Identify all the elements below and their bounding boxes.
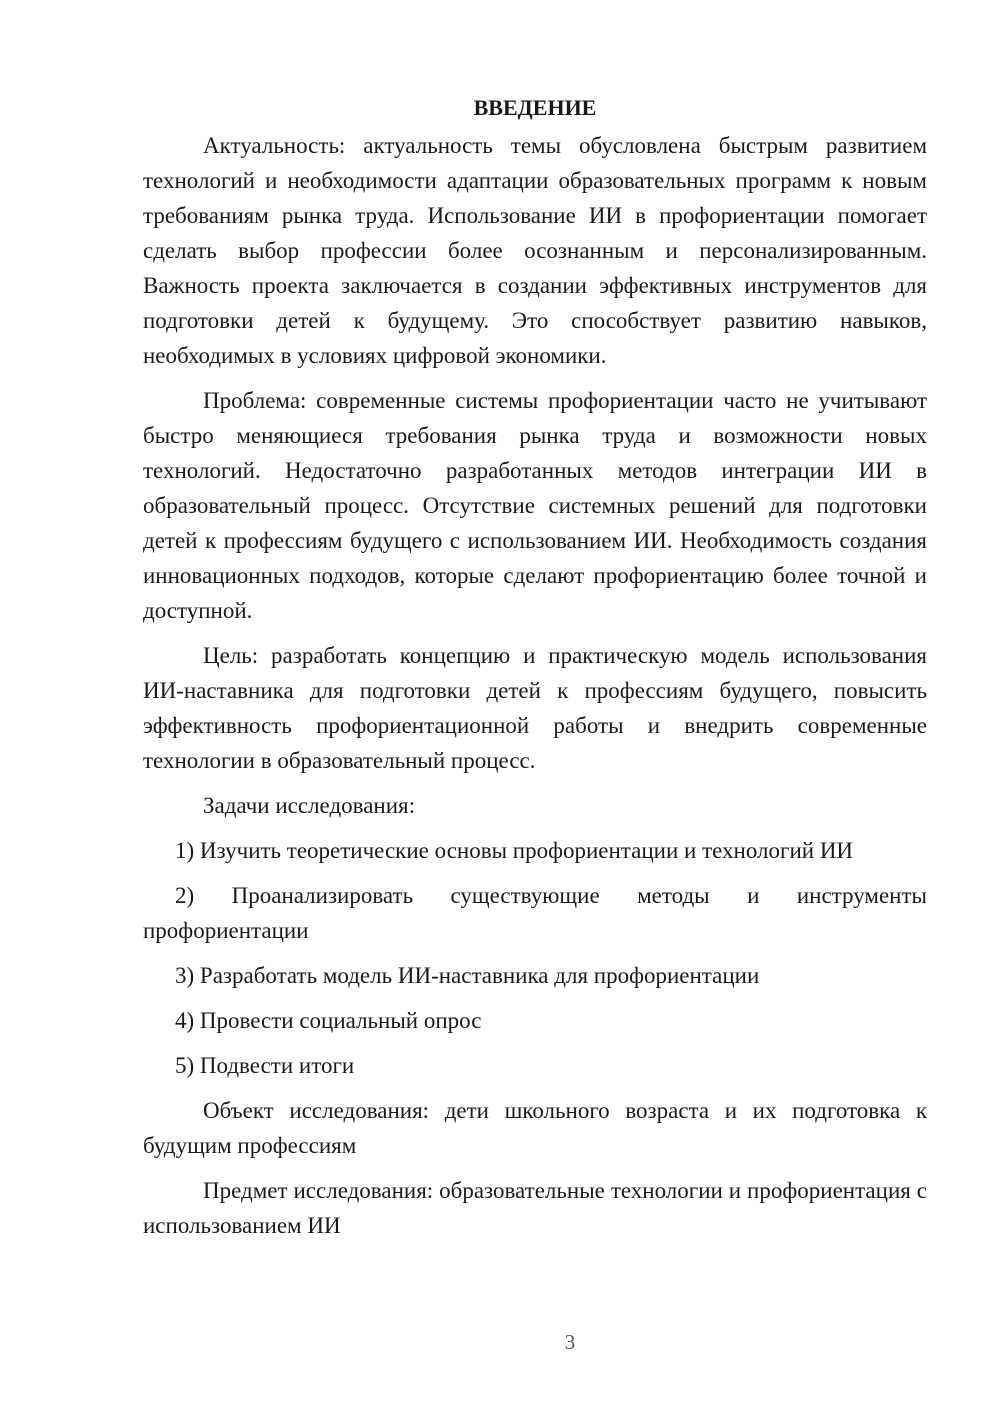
task-item: 1) Изучить теоретические основы профориентации и технологий ИИ xyxy=(175,838,854,863)
task-item: 2) Проанализировать существующие методы и инструменты профориентации xyxy=(143,883,927,943)
page-number: 3 xyxy=(564,1330,576,1354)
page-title: ВВЕДЕНИЕ xyxy=(473,95,597,120)
paragraph-goal: Цель: разработать концепцию и практическую модель использования ИИ-наставника для подготовки детей к профессиям будущего, повысить эффективность профориентационной работы и внедрить современные технологии в образовательный процесс. xyxy=(143,643,927,773)
task-item: 5) Подвести итоги xyxy=(175,1053,355,1078)
task-item: 4) Провести социальный опрос xyxy=(175,1008,482,1033)
paragraph-relevance: Актуальность: актуальность темы обусловлена быстрым развитием технологий и необходимости адаптации образовательных программ к новым требованиям рынка труда. Использование ИИ в профориентации помогает сделать выбор профессии более осознанным и персонализированным. Важность проекта заключается в создании эффективных инструментов для подготовки детей к будущему. Это способствует развитию навыков, необходимых в условиях цифровой экономики. xyxy=(143,133,927,368)
paragraph-subject: Предмет исследования: образовательные технологии и профориентация с использованием ИИ xyxy=(143,1178,927,1238)
document-body xyxy=(143,90,927,1253)
task-item: 3) Разработать модель ИИ-наставника для профориентации xyxy=(175,963,760,988)
paragraph-problem: Проблема: современные системы профориентации часто не учитывают быстро меняющиеся требования рынка труда и возможности новых технологий. Недостаточно разработанных методов интеграции ИИ в образовательный процесс. Отсутствие системных решений для подготовки детей к профессиям будущего с использованием ИИ. Необходимость создания инновационных подходов, которые сделают профориентацию более точной и доступной. xyxy=(143,388,927,623)
paragraph-object: Объект исследования: дети школьного возраста и их подготовка к будущим профессиям xyxy=(143,1098,927,1158)
tasks-heading: Задачи исследования: xyxy=(203,793,416,818)
